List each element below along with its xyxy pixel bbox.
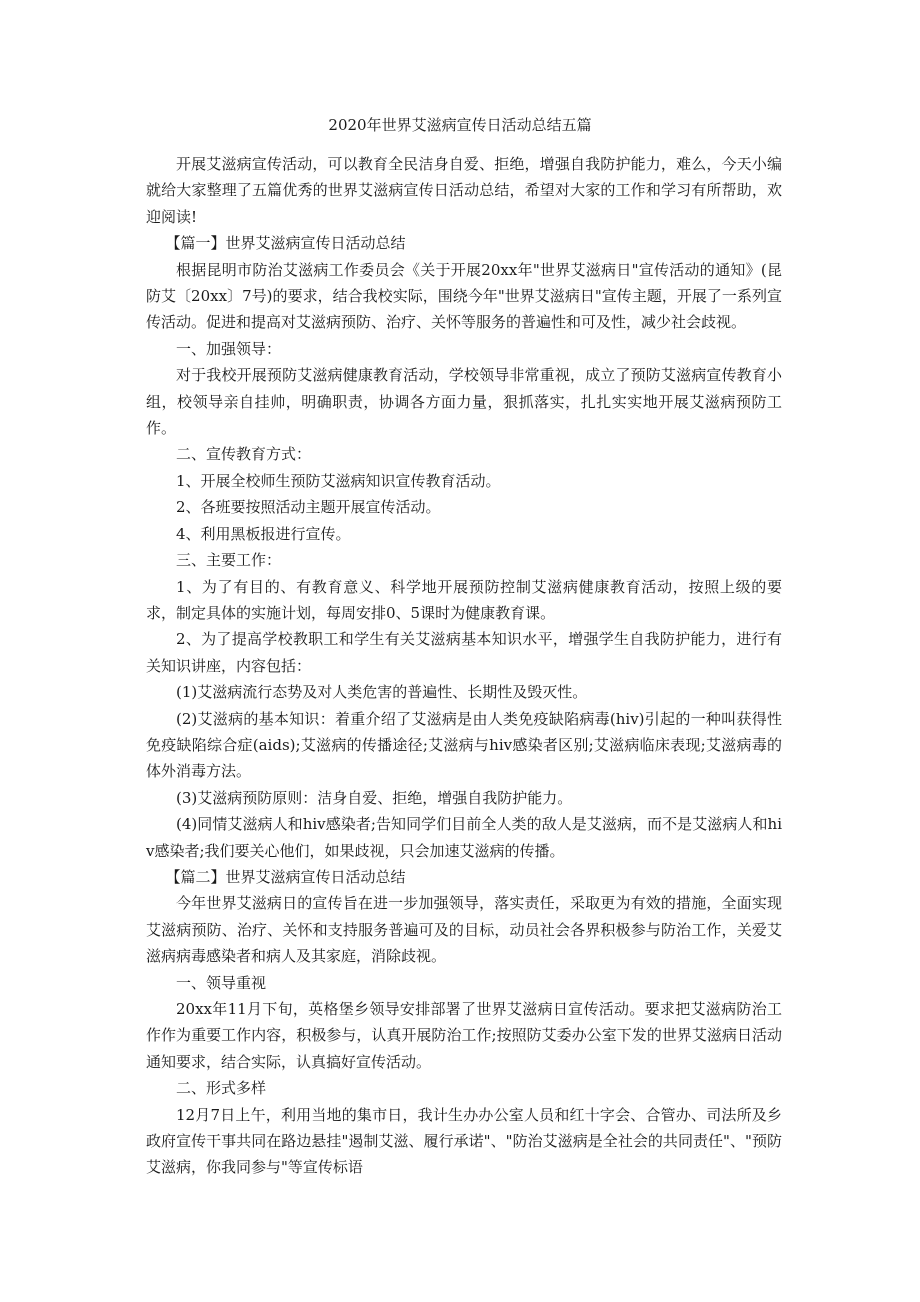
paragraph-a1-w1: 1、为了有目的、有教育意义、科学地开展预防控制艾滋病健康教育活动，按照上级的要求，制定具体的实施计划，每周安排0、5课时为健康教育课。 [146, 577, 782, 622]
paragraph-a1-l1: 1、开展全校师生预防艾滋病知识宣传教育活动。 [176, 471, 501, 490]
paragraph-a2-s1: 一、领导重视 [176, 973, 267, 992]
document-title: 2020年世界艾滋病宣传日活动总结五篇 [328, 116, 592, 134]
document-body [146, 151, 782, 1181]
paragraph-a1-p2: 对于我校开展预防艾滋病健康教育活动，学校领导非常重视，成立了预防艾滋病宣传教育小组，校领导亲自挂帅，明确职责，协调各方面力量，狠抓落实，扎扎实实地开展艾滋病预防工作。 [146, 366, 782, 438]
section-heading-article-1-heading: 【篇一】世界艾滋病宣传日活动总结 [165, 234, 406, 253]
paragraph-a2-p2: 20xx年11月下旬，英格堡乡领导安排部署了世界艾滋病日宣传活动。要求把艾滋病防治工作作为重要工作内容，积极参与，认真开展防治工作;按照防艾委办公室下发的世界艾滋病日活动通知要求，结合实际，认真搞好宣传活动。 [146, 1000, 782, 1071]
paragraph-a2-p3: 12月7日上午，利用当地的集市日，我计生办办公室人员和红十字会、合管办、司法所及乡政府宣传干事共同在路边悬挂"遏制艾滋、履行承诺"、"防治艾滋病是全社会的共同责任"、"预防艾滋病，你我同参与"等宣传标语 [146, 1105, 782, 1177]
paragraph-a1-p1: 根据昆明市防治艾滋病工作委员会《关于开展20xx年"世界艾滋病日"宣传活动的通知》(昆防艾〔20xx〕7号)的要求，结合我校实际，围绕今年"世界艾滋病日"宣传主题，开展了一系列宣传活动。促进和提高对艾滋病预防、治疗、关怀等服务的普遍性和可及性，减少社会歧视。 [146, 260, 782, 332]
paragraph-a1-l3: 4、利用黑板报进行宣传。 [176, 524, 351, 543]
section-heading-article-2-heading: 【篇二】世界艾滋病宣传日活动总结 [165, 867, 406, 886]
paragraph-a1-s2: 二、宣传教育方式： [176, 445, 312, 464]
paragraph-a1-w2: 2、为了提高学校教职工和学生有关艾滋病基本知识水平，增强学生自我防护能力，进行有关知识讲座，内容包括： [146, 630, 782, 675]
paragraph-a1-s1: 一、加强领导： [176, 339, 282, 358]
paragraph-a1-s3: 三、主要工作： [176, 551, 282, 570]
paragraph-intro: 开展艾滋病宣传活动，可以教育全民洁身自爱、拒绝，增强自我防护能力，难么，今天小编就给大家整理了五篇优秀的世界艾滋病宣传日活动总结，希望对大家的工作和学习有所帮助，欢迎阅读! [146, 155, 782, 226]
paragraph-a2-s2: 二、形式多样 [176, 1079, 267, 1098]
paragraph-a1-k2: (2)艾滋病的基本知识：着重介绍了艾滋病是由人类免疫缺陷病毒(hiv)引起的一种叫获得性免疫缺陷综合症(aids);艾滋病的传播途径;艾滋病与hiv感染者区别;艾滋病临床表现;艾滋病毒的体外消毒方法。 [146, 709, 782, 781]
paragraph-a1-k1: (1)艾滋病流行态势及对人类危害的普遍性、长期性及毁灭性。 [176, 683, 588, 702]
paragraph-a1-l2: 2、各班要按照活动主题开展宣传活动。 [176, 498, 441, 517]
paragraph-a2-p1: 今年世界艾滋病日的宣传旨在进一步加强领导，落实责任，采取更为有效的措施，全面实现艾滋病预防、治疗、关怀和支持服务普遍可及的目标，动员社会各界积极参与防治工作，关爱艾滋病病毒感染者和病人及其家庭，消除歧视。 [146, 894, 782, 966]
paragraph-a1-k4: (4)同情艾滋病人和hiv感染者;告知同学们目前全人类的敌人是艾滋病，而不是艾滋病人和hiv感染者;我们要关心他们，如果歧视，只会加速艾滋病的传播。 [146, 815, 782, 860]
paragraph-a1-k3: (3)艾滋病预防原则：洁身自爱、拒绝，增强自我防护能力。 [176, 788, 573, 807]
